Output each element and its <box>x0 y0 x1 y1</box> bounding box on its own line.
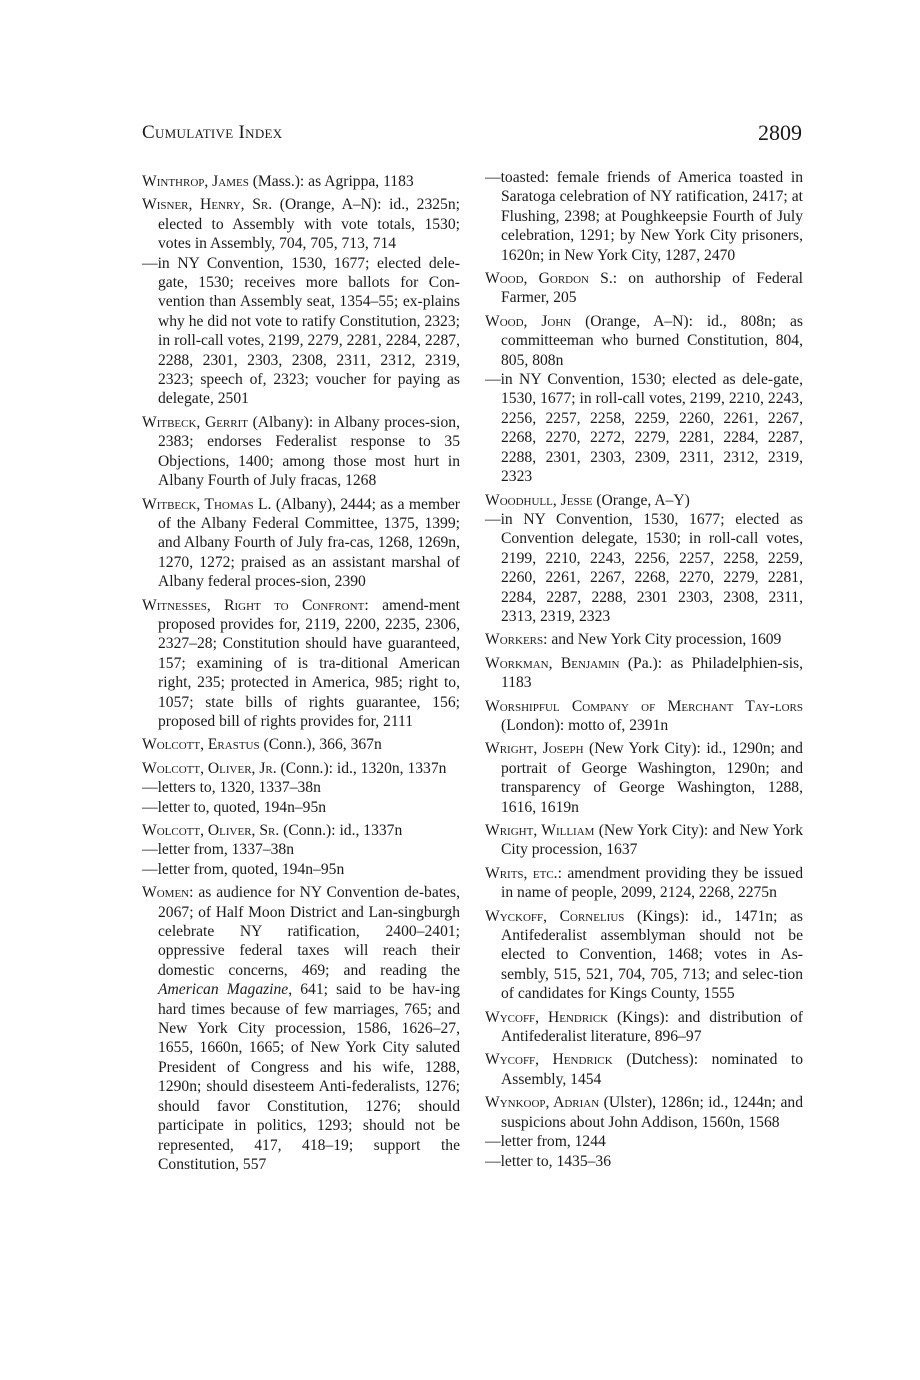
entry-text: (Orange, A–N): id., 2325n; elected to Assembly with vote totals, 1530; votes in Assembly, 704, 705, 713, 714 <box>158 196 460 253</box>
entry-headword: Writs, etc. <box>485 864 558 882</box>
entry-text: : amend-ment proposed provides for, 2119, 2200, 2235, 2306, 2327–28; Constitution should have guaranteed, 157; examining of is tra-ditional American right, 235; protected in America, 985; right to, 1057; state bills of rights guarantee, 156; proposed bill of rights provides for, 2111 <box>158 596 461 730</box>
entry-headword: Witnesses, Right to Confront <box>142 596 365 614</box>
entry-headword: Workman, Benjamin <box>485 654 620 672</box>
entry-headword: Wynkoop, Adrian <box>485 1094 600 1112</box>
index-subentry: —in NY Convention, 1530, 1677; elected dele-gate, 1530; receives more ballots for Con-vention than Assembly seat, 1354–55; ex-plains why he did not vote to ratify Constitution, 2323; in roll-call votes, 2199, 2279, 2281, 2284, 2287, 2288, 2301, 2303, 2308, 2311, 2312, 2319, 2323; speech of, 2323; voucher for paying as delegate, 2501 <box>142 254 460 408</box>
index-column-right <box>485 169 804 1175</box>
entry-text: (New York City): id., 1290n; and portrait of George Washington, 1290n; and transparency of George Washington, 1288, 1616, 1619n <box>501 740 803 816</box>
index-entry <box>142 883 460 1174</box>
entry-headword: Wood, John <box>485 312 572 330</box>
index-subentry: —letter from, quoted, 194n–95n <box>142 860 345 878</box>
entry-headword: Wycoff, Hendrick <box>485 1051 613 1069</box>
page-header <box>142 122 802 154</box>
entry-headword: Wolcott, Oliver, Jr. <box>142 759 277 777</box>
index-column-left <box>142 172 460 1178</box>
entry-headword: Women <box>142 884 190 902</box>
index-entry <box>142 195 460 253</box>
index-entry <box>485 654 803 693</box>
index-entry <box>485 630 803 649</box>
entry-text: (Dutchess): nominated to Assembly, 1454 <box>501 1051 803 1088</box>
entry-text: (Conn.), 366, 367n <box>259 736 382 754</box>
page-number: 2809 <box>758 120 802 145</box>
index-entry <box>485 907 803 1004</box>
entry-text: (London): motto of, 2391n <box>501 716 669 734</box>
index-subentry: —letter from, 1337–38n <box>142 841 295 859</box>
index-entry <box>485 312 803 370</box>
entry-headword: Wright, Joseph <box>485 740 584 758</box>
entry-headword: Wycoff, Hendrick <box>485 1008 609 1026</box>
entry-text: , 641; said to be hav-ing hard times because of few marriages, 765; and New York City procession, 1586, 1626–27, 1655, 1660n, 1665; of New York City saluted President of Congress and his wife, 1288, 1290n; should disesteem Anti-federalists, 1276; should favor Constitution, 1276; should participate in politics, 1293; should not be represented, 417, 418–19; support the Constitution, 557 <box>158 981 460 1173</box>
entry-text: : on authorship of Federal Farmer, 205 <box>501 270 803 307</box>
entry-text: (Albany): in Albany proces-sion, 2383; endorses Federalist response to 35 Objections, 1400; among those most hurt in Albany Fourth of July fracas, 1268 <box>158 413 460 490</box>
entry-headword: Witbeck, Thomas L. <box>142 495 272 513</box>
index-subentry: —toasted: female friends of America toasted in Saratoga celebration of NY ratification, 2417; at Flushing, 2398; at Poughkeepsie Fourth of July celebration, 1291; by New York City prisoners, 1620n; in New York City, 1287, 2470 <box>485 169 803 264</box>
entry-text: (Mass.): as Agrippa, 1183 <box>248 173 414 190</box>
entry-headword: Wolcott, Erastus <box>142 736 260 754</box>
index-entry <box>142 495 460 592</box>
index-entry <box>485 269 803 308</box>
entry-text: (Ulster), 1286n; id., 1244n; and suspicions about John Addison, 1560n, 1568 <box>501 1094 803 1131</box>
index-entry <box>142 172 460 191</box>
index-subentry: —letters to, 1320, 1337–38n <box>142 779 321 797</box>
entry-text: (Albany), 2444; as a member of the Albany Federal Committee, 1375, 1399; and Albany Fourth of July fra-cas, 1268, 1269n, 1270, 1272; praised as an assistant marshal of Albany federal proces-sion, 2390 <box>158 495 460 591</box>
entry-text: : and New York City procession, 1609 <box>543 631 782 649</box>
entry-italic-title: American Magazine <box>158 981 289 999</box>
entry-text: : as audience for NY Convention de-bates, 2067; of Half Moon District and Lan-singburgh celebrate NY ratification, 2400–2401; oppressive federal taxes will reach their domestic concerns, 469; and reading the <box>158 884 460 979</box>
entry-text: (Pa.): as Philadelphien-sis, 1183 <box>501 654 803 692</box>
index-entry <box>485 821 803 860</box>
entry-text: : amendment providing they be issued in name of people, 2099, 2124, 2268, 2275n <box>501 864 803 902</box>
entry-text: (Kings): and distribution of Antifederalist literature, 896–97 <box>501 1008 804 1046</box>
index-entry <box>485 1093 803 1132</box>
index-subentry: —letter from, 1244 <box>485 1133 606 1151</box>
entry-headword: Winthrop, James <box>142 173 249 190</box>
entry-headword: Worshipful Company of Merchant Tay-lors <box>485 697 803 715</box>
entry-headword: Wright, William <box>485 822 595 839</box>
entry-headword: Witbeck, Gerrit <box>142 413 248 431</box>
index-subentry: —letter to, 1435–36 <box>485 1152 612 1170</box>
index-subentry: —in NY Convention, 1530; elected as dele-gate, 1530, 1677; in roll-call votes, 2199, 2210, 2243, 2256, 2257, 2258, 2259, 2260, 2261, 2267, 2268, 2270, 2272, 2279, 2281, 2284, 2287, 2288, 2301, 2303, 2309, 2311, 2312, 2319, 2323 <box>485 371 803 486</box>
entry-text: (Orange, A–Y) <box>592 491 690 509</box>
entry-text: (Conn.): id., 1337n <box>279 822 403 839</box>
index-entry <box>142 413 460 491</box>
index-subentry: —letter to, quoted, 194n–95n <box>142 798 327 816</box>
index-entry <box>142 759 460 778</box>
entry-text: (Orange, A–N): id., 808n; as committeeman who burned Constitution, 804, 805, 808n <box>501 312 803 369</box>
entry-headword: Wyckoff, Cornelius <box>485 907 625 925</box>
index-entry <box>142 735 460 754</box>
index-entry <box>485 1008 803 1047</box>
entry-headword: Woodhull, Jesse <box>485 491 593 509</box>
index-entry <box>485 739 803 817</box>
index-subentry: —in NY Convention, 1530, 1677; elected as Convention delegate, 1530; in roll-call votes, 2199, 2210, 2243, 2256, 2257, 2258, 2259, 2260, 2261, 2267, 2268, 2270, 2279, 2281, 2284, 2287, 2288, 2301 2303, 2308, 2311, 2313, 2319, 2323 <box>485 510 803 625</box>
entry-text: (New York City): and New York City procession, 1637 <box>501 822 803 859</box>
index-entry <box>485 697 803 736</box>
entry-text: (Conn.): id., 1320n, 1337n <box>276 759 447 777</box>
index-entry <box>485 1050 803 1089</box>
entry-headword: Wisner, Henry, Sr. <box>142 196 273 214</box>
entry-headword: Wolcott, Oliver, Sr. <box>142 822 280 839</box>
running-head: Cumulative Index <box>142 122 283 143</box>
index-entry <box>485 864 803 903</box>
index-entry <box>142 821 460 840</box>
entry-headword: Wood, Gordon S. <box>485 270 613 288</box>
index-entry <box>485 491 803 510</box>
index-entry <box>142 596 460 732</box>
entry-headword: Workers <box>485 631 544 649</box>
entry-text: (Kings): id., 1471n; as Antifederalist assemblyman should not be elected to Convention, 1468; votes in As-sembly, 515, 521, 704, 705, 713; and selec-tion of candidates for Kings County, 1555 <box>501 907 803 1003</box>
